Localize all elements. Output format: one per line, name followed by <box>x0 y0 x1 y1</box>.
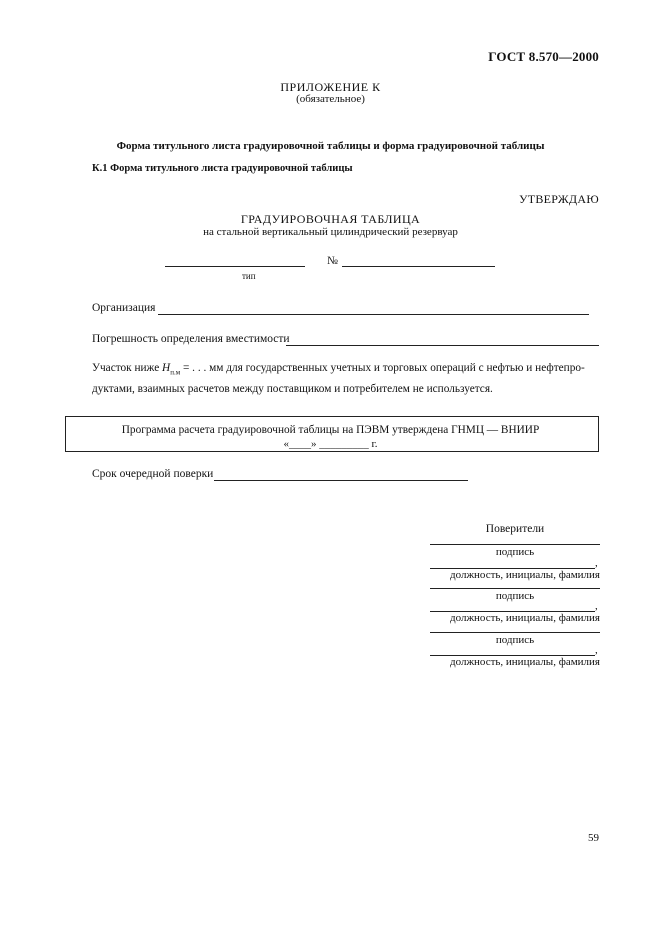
section-paragraph: Участок ниже $H_{п.м}$ = . . . мм для государственных учетных и торговых операций с нефтью и нефтепро- дуктами, взаимных расчетов между поставщиком и потребителем не используется. <box>92 362 585 396</box>
organization-label: Организация <box>92 302 156 314</box>
signature-caption-1: подпись <box>495 546 535 558</box>
table-subtitle: на стальной вертикальный цилиндрический резервуар <box>203 226 458 238</box>
type-caption: тип <box>242 271 256 281</box>
signature-line-1 <box>430 544 600 545</box>
comma-1: , <box>595 557 598 569</box>
type-field-line <box>165 266 305 267</box>
section-k1-heading: К.1 Форма титульного листа градуировочной таблицы <box>92 163 353 174</box>
number-field-line <box>342 266 495 267</box>
comma-2: , <box>595 600 598 612</box>
error-field-line <box>286 345 599 346</box>
next-check-field-line <box>214 480 468 481</box>
signature-line-2 <box>430 588 600 589</box>
signature-caption-2: подпись <box>495 590 535 602</box>
page-number: 59 <box>588 832 599 844</box>
error-label: Погрешность определения вместимости <box>92 333 290 345</box>
appendix-title: ПРИЛОЖЕНИЕ К <box>280 80 381 94</box>
position-caption-1: должность, инициалы, фамилия <box>450 569 600 581</box>
main-heading: Форма титульного листа градуировочной таблицы и форма градуировочной таблицы <box>116 140 545 152</box>
position-caption-2: должность, инициалы, фамилия <box>450 612 600 624</box>
approve-label: УТВЕРЖДАЮ <box>518 192 599 206</box>
position-caption-3: должность, инициалы, фамилия <box>450 656 600 668</box>
verifiers-title: Поверители <box>485 523 545 535</box>
program-approval-date: «____» _________ г. <box>283 438 378 450</box>
next-check-label: Срок очередной поверки <box>92 468 214 480</box>
signature-line-3 <box>430 632 600 633</box>
organization-field-line <box>158 314 589 315</box>
program-approval-text: Программа расчета градуировочной таблицы на ПЭВМ утверждена ГНМЦ — ВНИИР <box>121 424 540 436</box>
standard-number: ГОСТ 8.570—2000 <box>488 49 599 64</box>
comma-3: , <box>595 644 598 656</box>
appendix-subtitle: (обязательное) <box>296 93 365 105</box>
number-sign: № <box>327 255 338 267</box>
signature-caption-3: подпись <box>495 634 535 646</box>
table-title: ГРАДУИРОВОЧНАЯ ТАБЛИЦА <box>240 212 421 226</box>
